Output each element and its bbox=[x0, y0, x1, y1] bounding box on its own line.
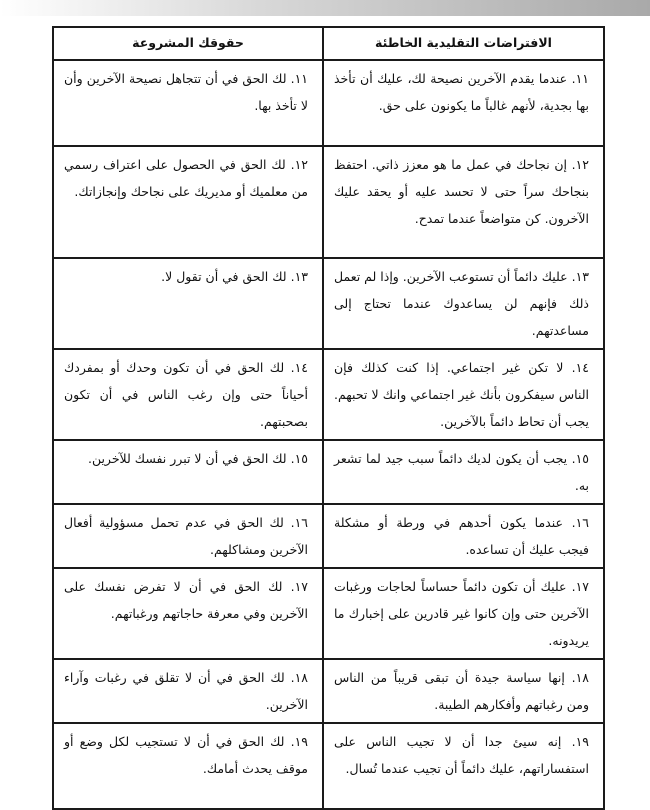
header-rights: حقوقك المشروعة bbox=[53, 27, 323, 60]
table-row bbox=[53, 723, 604, 809]
right-cell: ١٦. لك الحق في عدم تحمل مسؤولية أفعال الآخرين ومشاكلهم. bbox=[53, 504, 323, 568]
assumption-cell: ١٣. عليك دائماً أن تستوعب الآخرين. وإذا لم تعمل ذلك فإنهم لن يساعدوك عندما تحتاج إلى مساعدتهم. bbox=[323, 258, 604, 349]
header-assumptions: الافتراضات التقليدية الخاطئة bbox=[323, 27, 604, 60]
right-cell: ١٤. لك الحق في أن تكون وحدك أو بمفردك أحياناً حتى وإن رغب الناس في أن تكون بصحبتهم. bbox=[53, 349, 323, 440]
right-cell: ١٨. لك الحق في أن لا تقلق في رغبات وآراء الآخرين. bbox=[53, 659, 323, 723]
table-row bbox=[53, 568, 604, 659]
assumption-cell: ١١. عندما يقدم الآخرين نصيحة لك، عليك أن تأخذ بها بجدية، لأنهم غالباً ما يكونون على حق. bbox=[323, 60, 604, 146]
assumption-cell: ١٤. لا تكن غير اجتماعي. إذا كنت كذلك فإن الناس سيفكرون بأنك غير اجتماعي وانك لا تحبهم. يجب أن تحاط دائماً بالآخرين. bbox=[323, 349, 604, 440]
right-cell: ١١. لك الحق في أن تتجاهل نصيحة الآخرين وأن لا تأخذ بها. bbox=[53, 60, 323, 146]
table-row bbox=[53, 258, 604, 349]
table-row bbox=[53, 349, 604, 440]
right-cell: ١٥. لك الحق في أن لا تبرر نفسك للآخرين. bbox=[53, 440, 323, 504]
table-row bbox=[53, 659, 604, 723]
table-row bbox=[53, 60, 604, 146]
table-row bbox=[53, 146, 604, 258]
assumption-cell: ١٧. عليك أن تكون دائماً حساساً لحاجات ورغبات الآخرين حتى وإن كانوا غير قادرين على إخبارك ما يريدونه. bbox=[323, 568, 604, 659]
right-cell: ١٩. لك الحق في أن لا تستجيب لكل وضع أو موقف يحدث أمامك. bbox=[53, 723, 323, 809]
right-cell: ١٢. لك الحق في الحصول على اعتراف رسمي من معلميك أو مديريك على نجاحك وإنجازاتك. bbox=[53, 146, 323, 258]
right-cell: ١٧. لك الحق في أن لا تفرض نفسك على الآخرين وفي معرفة حاجاتهم ورغباتهم. bbox=[53, 568, 323, 659]
table-header-row bbox=[53, 27, 604, 60]
table-row bbox=[53, 504, 604, 568]
right-cell: ١٣. لك الحق في أن تقول لا. bbox=[53, 258, 323, 349]
assumption-cell: ١٨. إنها سياسة جيدة أن تبقى قريباً من الناس ومن رغباتهم وأفكارهم الطيبة. bbox=[323, 659, 604, 723]
top-gradient-bar bbox=[0, 0, 650, 16]
assumption-cell: ١٦. عندما يكون أحدهم في ورطة أو مشكلة فيجب عليك أن تساعده. bbox=[323, 504, 604, 568]
rights-table-container bbox=[52, 26, 603, 810]
assumption-cell: ١٩. إنه سيئ جدا أن لا تجيب الناس على استفساراتهم، عليك دائماً أن تجيب عندما تُسال. bbox=[323, 723, 604, 809]
assumption-cell: ١٥. يجب أن يكون لديك دائماً سبب جيد لما تشعر به. bbox=[323, 440, 604, 504]
assumption-cell: ١٢. إن نجاحك في عمل ما هو معزز ذاتي. احتفظ بنجاحك سراً حتى لا تحسد عليه أو يحقد عليك الآخرون. كن متواضعاً عندما تمدح. bbox=[323, 146, 604, 258]
table-row bbox=[53, 440, 604, 504]
rights-table bbox=[52, 26, 605, 810]
